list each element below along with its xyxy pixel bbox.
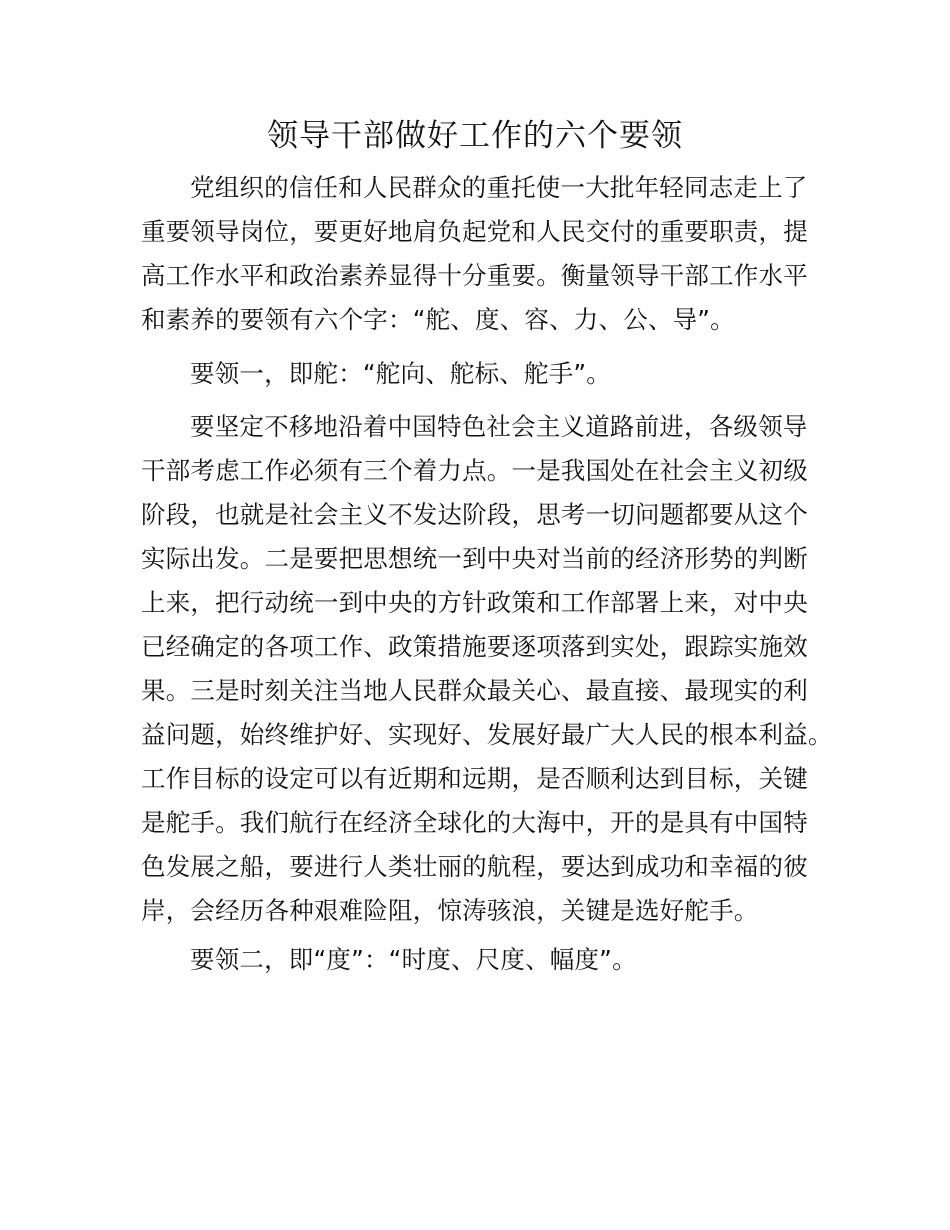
paragraph-2-line-1: 要坚定不移地沿着中国特色社会主义道路前进，各级领导 (190, 412, 808, 441)
paragraph-2-line-10: 是舵手。我们航行在经济全球化的大海中，开的是具有中国特 (141, 808, 808, 837)
document-title: 领导干部做好工作的六个要领 (267, 118, 683, 154)
paragraph-2-line-2: 干部考虑工作必须有三个着力点。一是我国处在社会主义初级 (141, 456, 808, 485)
paragraph-2-line-9: 工作目标的设定可以有近期和远期，是否顺利达到目标，关键 (141, 764, 808, 793)
paragraph-2-line-8: 益问题，始终维护好、实现好、发展好最广大人民的根本利益。 (141, 720, 833, 749)
paragraph-2-line-12: 岸，会经历各种艰难险阻，惊涛骇浪，关键是选好舵手。 (141, 896, 759, 925)
paragraph-2-line-7: 果。三是时刻关注当地人民群众最关心、最直接、最现实的利 (141, 676, 808, 705)
section-heading-2: 要领二，即“度”：“时度、尺度、幅度”。 (190, 945, 637, 974)
paragraph-1-line-2: 重要领导岗位，要更好地肩负起党和人民交付的重要职责，提 (141, 217, 808, 246)
paragraph-2-line-4: 实际出发。二是要把思想统一到中央对当前的经济形势的判断 (141, 544, 808, 573)
paragraph-2-line-6: 已经确定的各项工作、政策措施要逐项落到实处，跟踪实施效 (141, 632, 808, 661)
section-heading-1: 要领一，即舵：“舵向、舵标、舵手”。 (190, 359, 611, 388)
paragraph-2-line-3: 阶段，也就是社会主义不发达阶段，思考一切问题都要从这个 (141, 500, 808, 529)
paragraph-1-line-1: 党组织的信任和人民群众的重托使一大批年轻同志走上了 (190, 173, 808, 202)
paragraph-1-line-4: 和素养的要领有六个字：“舵、度、容、力、公、导”。 (141, 305, 735, 334)
paragraph-1-line-3: 高工作水平和政治素养显得十分重要。衡量领导干部工作水平 (141, 261, 808, 290)
paragraph-2-line-5: 上来，把行动统一到中央的方针政策和工作部署上来，对中央 (141, 588, 808, 617)
paragraph-2-line-11: 色发展之船，要进行人类壮丽的航程，要达到成功和幸福的彼 (141, 852, 808, 881)
